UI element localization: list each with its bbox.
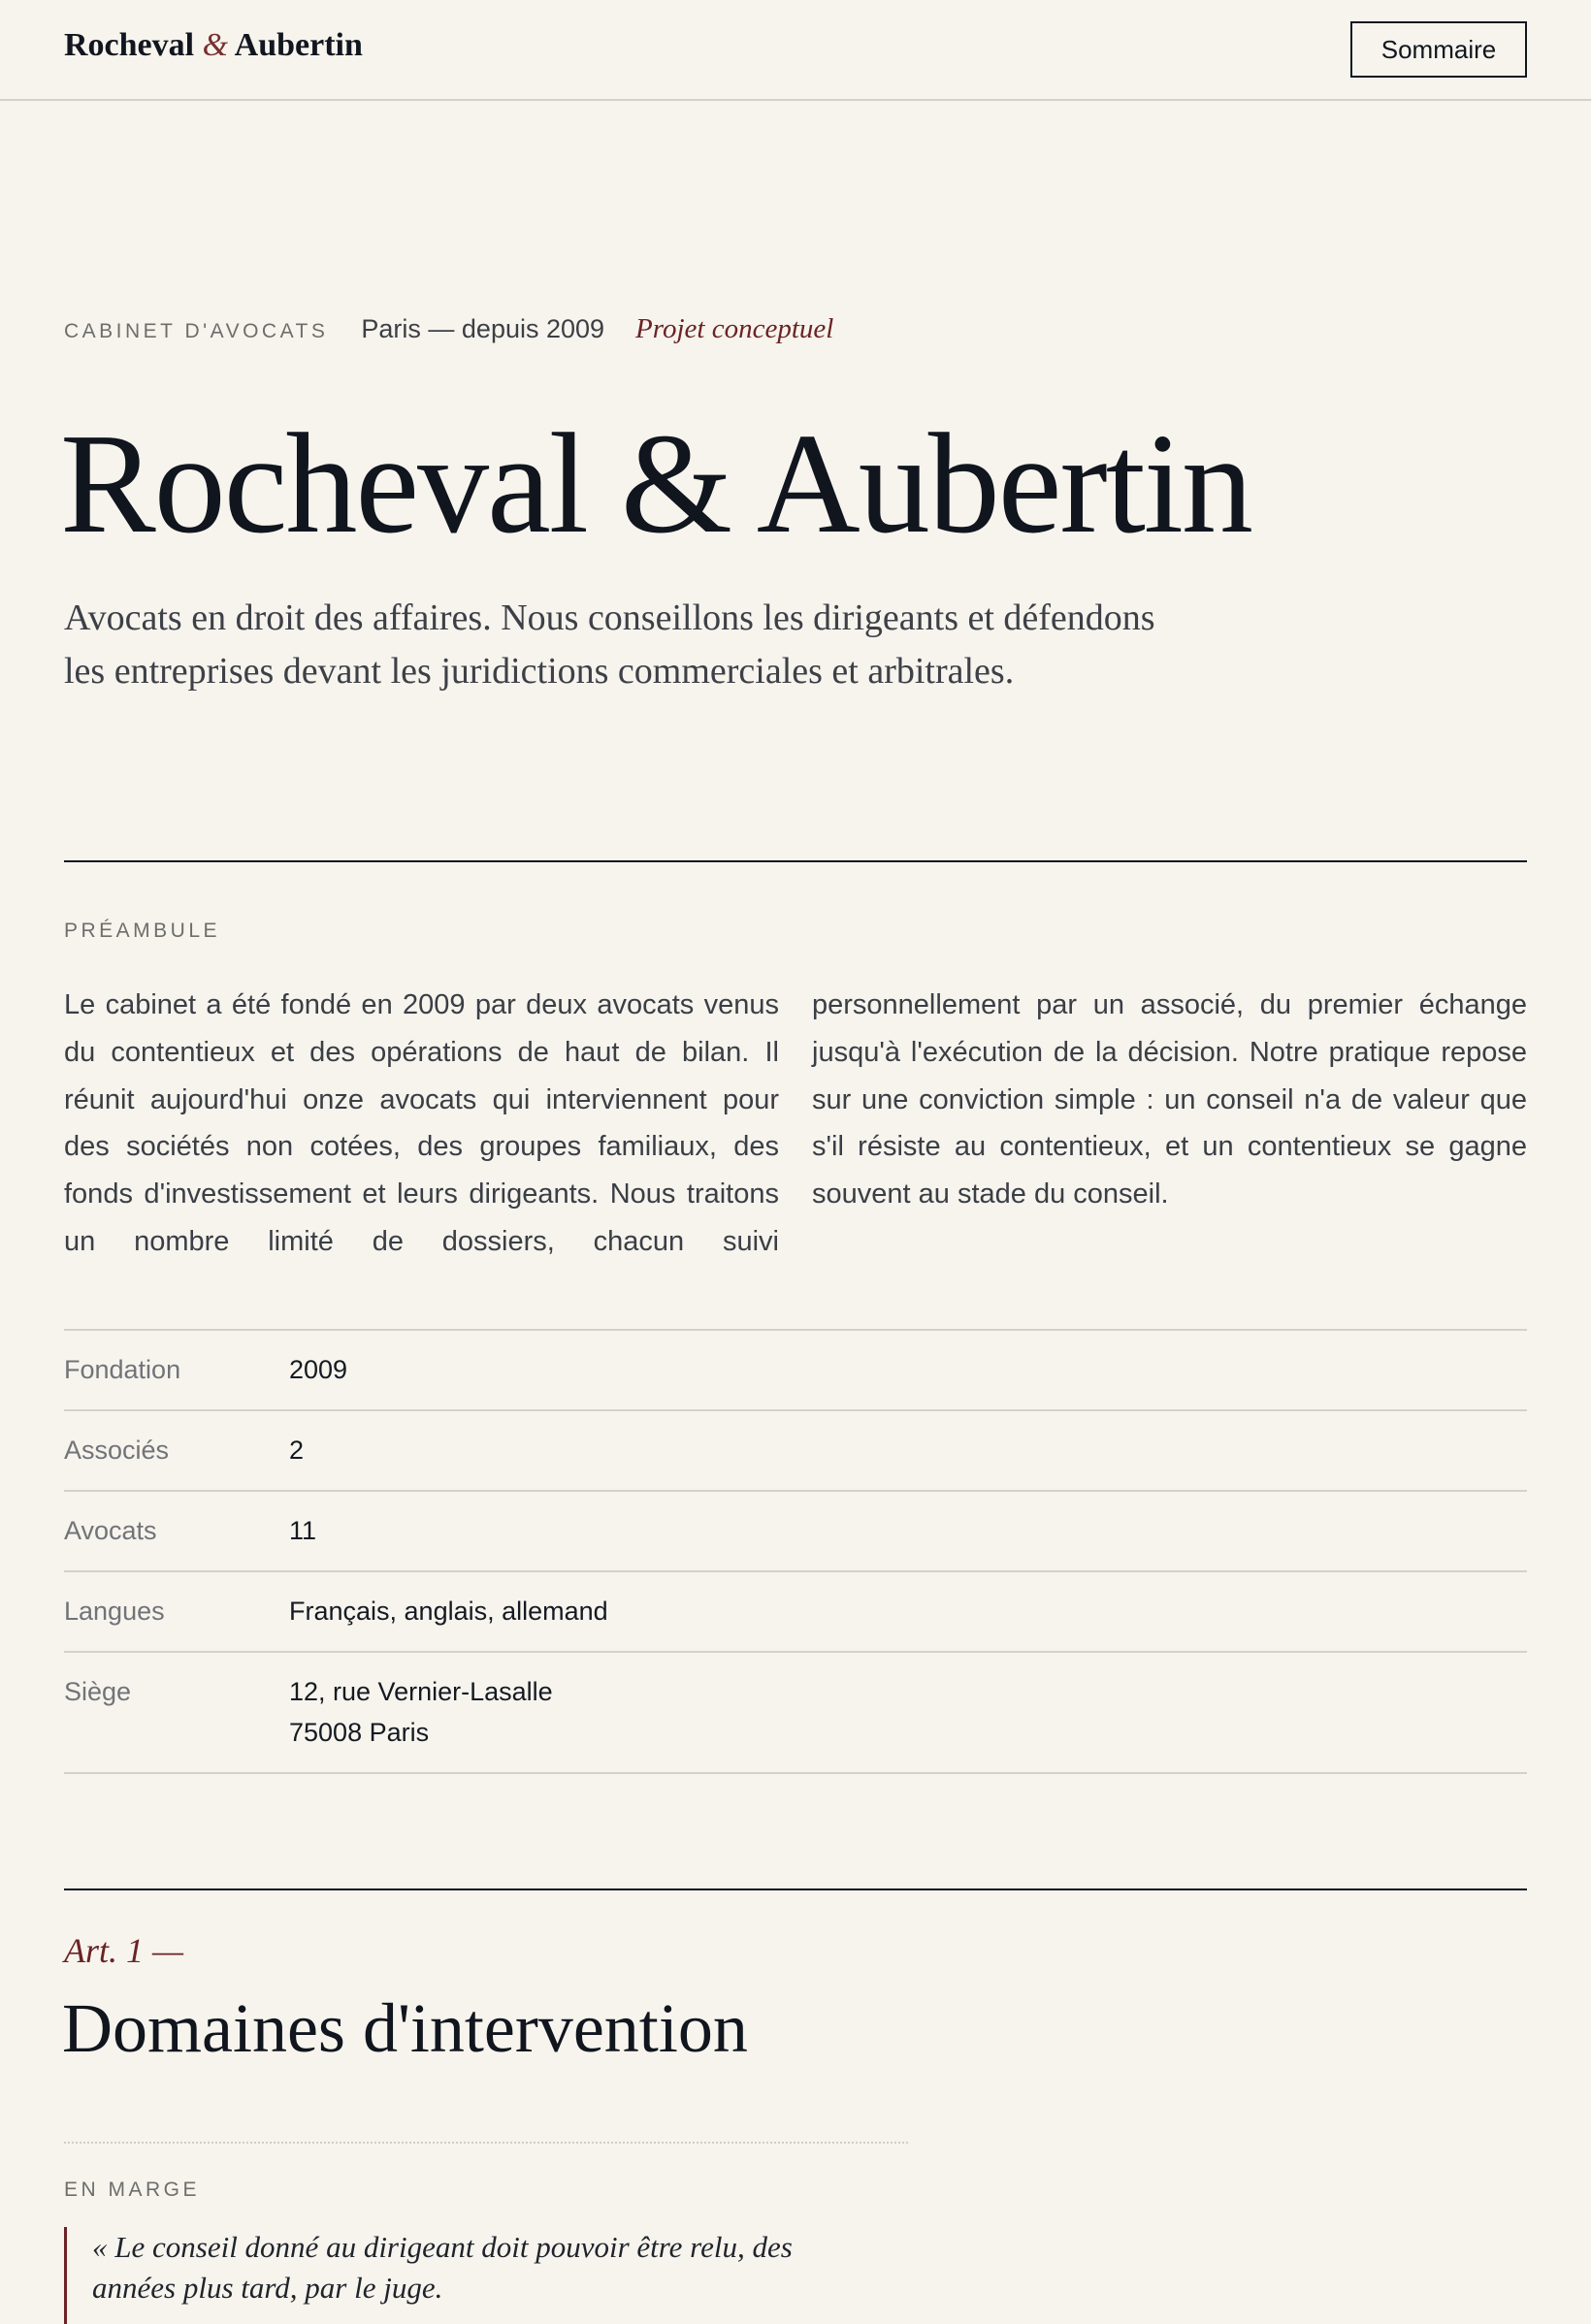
- fact-value: [289, 1349, 347, 1390]
- section-divider: [64, 860, 1527, 862]
- brand-name-right: Aubertin: [234, 27, 363, 63]
- brand-logo[interactable]: [64, 27, 363, 64]
- fact-value-line: 2: [289, 1436, 305, 1465]
- fact-value-line: 2009: [289, 1355, 348, 1384]
- summary-button[interactable]: Sommaire: [1350, 21, 1527, 78]
- article-number: Art. 1 —: [64, 1931, 184, 1970]
- table-row: [64, 1329, 1527, 1409]
- fact-label: Avocats: [64, 1516, 157, 1545]
- fact-value: [289, 1430, 304, 1470]
- brand-ampersand: &: [202, 27, 229, 63]
- preamble-label: PRÉAMBULE: [64, 920, 221, 942]
- facts-table: [64, 1329, 1527, 1774]
- hero-lede: Avocats en droit des affaires. Nous conseillons les dirigeants et défendons les entreprises devant les juridictions commerciales et arbitrales.: [64, 597, 1155, 692]
- fact-value: [289, 1510, 316, 1551]
- fact-value-line: Français, anglais, allemand: [289, 1597, 608, 1626]
- hero-meta: [64, 313, 833, 345]
- fact-value: [289, 1591, 608, 1631]
- brand-name-left: Rocheval: [64, 27, 195, 63]
- hero-concept-tag: Projet conceptuel: [635, 313, 834, 344]
- article-title: Domaines d'intervention: [62, 1989, 748, 2067]
- hero-kicker: CABINET D'AVOCATS: [64, 320, 329, 342]
- site-header: [0, 0, 1591, 101]
- section-divider: [64, 1888, 1527, 1890]
- fact-label: Associés: [64, 1436, 170, 1465]
- margin-quote: « Le conseil donné au dirigeant doit pouvoir être relu, des années plus tard, par le juge.: [64, 2227, 869, 2324]
- hero-place: Paris — depuis 2009: [361, 314, 605, 343]
- fact-label: Fondation: [64, 1355, 181, 1384]
- table-row: [64, 1570, 1527, 1651]
- table-row: [64, 1490, 1527, 1570]
- page-title: Rocheval & Aubertin: [60, 404, 1251, 564]
- margin-label: EN MARGE: [64, 2179, 201, 2201]
- fact-value-line: 11: [289, 1516, 317, 1545]
- fact-value-line: 12, rue Vernier-Lasalle: [289, 1677, 553, 1706]
- preamble-text: Le cabinet a été fondé en 2009 par deux avocats venus du contentieux et des opérations de haut de bilan. Il réunit aujourd'hui onze avocats qui interviennent pour des sociétés non cotées, des groupes familiaux, des fonds d'investissement et leurs dirigeants. Nous traitons un nombre limité de dossiers, chacun suivi personnellement par un associé, du premier échange jusqu'à l'exécution de la décision. Notre pratique repose sur une conviction simple : un conseil n'a de valeur que s'il résiste au contentieux, et un contentieux se gagne souvent au stade du conseil.: [64, 989, 1527, 1257]
- fact-label: Siège: [64, 1677, 132, 1706]
- fact-value: [289, 1671, 553, 1753]
- table-row: [64, 1651, 1527, 1774]
- margin-divider: [64, 2142, 908, 2144]
- fact-value-line: 75008 Paris: [289, 1718, 430, 1747]
- table-row: [64, 1409, 1527, 1490]
- fact-label: Langues: [64, 1597, 165, 1626]
